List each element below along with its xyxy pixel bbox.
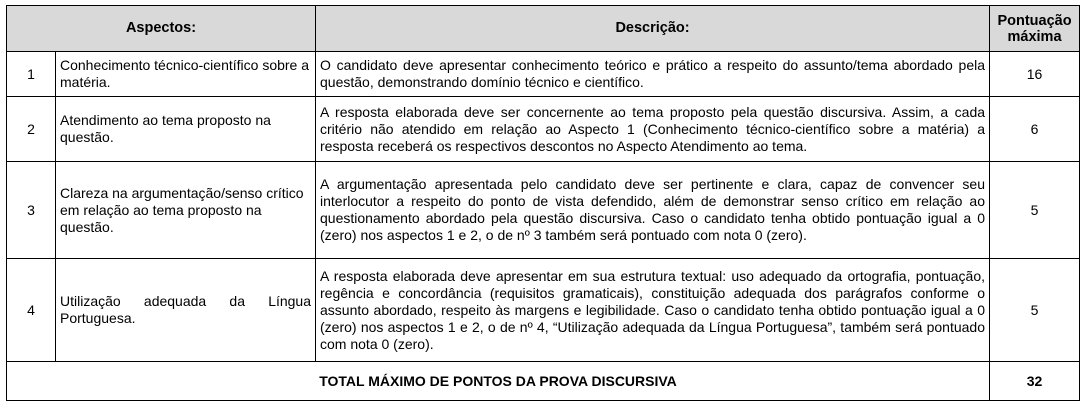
table-row	[7, 162, 1080, 259]
row-description: A argumentação apresentada pelo candidato deve ser pertinente e clara, capaz de convencer seu interlocutor a respeito do ponto de vista defendido, além de demonstrar senso crítico em relação ao questionamento abordado pela questão discursiva. Caso o candidato tenha obtido pontuação igual a 0 (zero) nos aspectos 1 e 2, o de nº 3 também será pontuado com nota 0 (zero).	[316, 162, 990, 259]
table-row	[7, 52, 1080, 97]
row-aspect: Utilização adequada da Língua Portuguesa.	[56, 259, 316, 362]
header-max-points-line1: Pontuação	[997, 12, 1072, 29]
row-description: O candidato deve apresentar conhecimento teórico e prático a respeito do assunto/tema abordado pela questão, demonstrando domínio técnico e científico.	[316, 52, 990, 97]
row-points: 16	[990, 52, 1080, 97]
row-points: 5	[990, 259, 1080, 362]
table-header-row	[7, 6, 1080, 52]
row-number: 4	[7, 259, 56, 362]
scoring-criteria-table	[6, 5, 1080, 401]
row-number: 3	[7, 162, 56, 259]
row-description: A resposta elaborada deve ser concernente ao tema proposto pela questão discursiva. Assim, a cada critério não atendido em relação ao Aspecto 1 (Conhecimento técnico-científico sobre a matéria) a resposta receberá os respectivos descontos no Aspecto Atendimento ao tema.	[316, 97, 990, 162]
table-row	[7, 259, 1080, 362]
header-aspects: Aspectos:	[7, 6, 316, 52]
row-aspect: Clareza na argumentação/senso crítico em relação ao tema proposto na questão.	[56, 162, 316, 259]
row-aspect: Conhecimento técnico-científico sobre a matéria.	[56, 52, 316, 97]
row-number: 1	[7, 52, 56, 97]
header-description: Descrição:	[316, 6, 990, 52]
total-value: 32	[990, 362, 1080, 401]
row-aspect: Atendimento ao tema proposto na questão.	[56, 97, 316, 162]
total-label: TOTAL MÁXIMO DE PONTOS DA PROVA DISCURSIVA	[7, 362, 990, 401]
total-row	[7, 362, 1080, 401]
row-points: 5	[990, 162, 1080, 259]
row-number: 2	[7, 97, 56, 162]
header-max-points	[990, 6, 1080, 52]
table-row	[7, 97, 1080, 162]
row-description: A resposta elaborada deve apresentar em sua estrutura textual: uso adequado da ortografia, pontuação, regência e concordância (requisitos gramaticais), constituição adequada dos parágrafos conforme o assunto abordado, respeito às margens e legibilidade. Caso o candidato tenha obtido pontuação igual a 0 (zero) nos aspectos 1 e 2, o de nº 4, “Utilização adequada da Língua Portuguesa”, também será pontuado com nota 0 (zero).	[316, 259, 990, 362]
header-max-points-line2: máxima	[1007, 28, 1062, 45]
row-points: 6	[990, 97, 1080, 162]
